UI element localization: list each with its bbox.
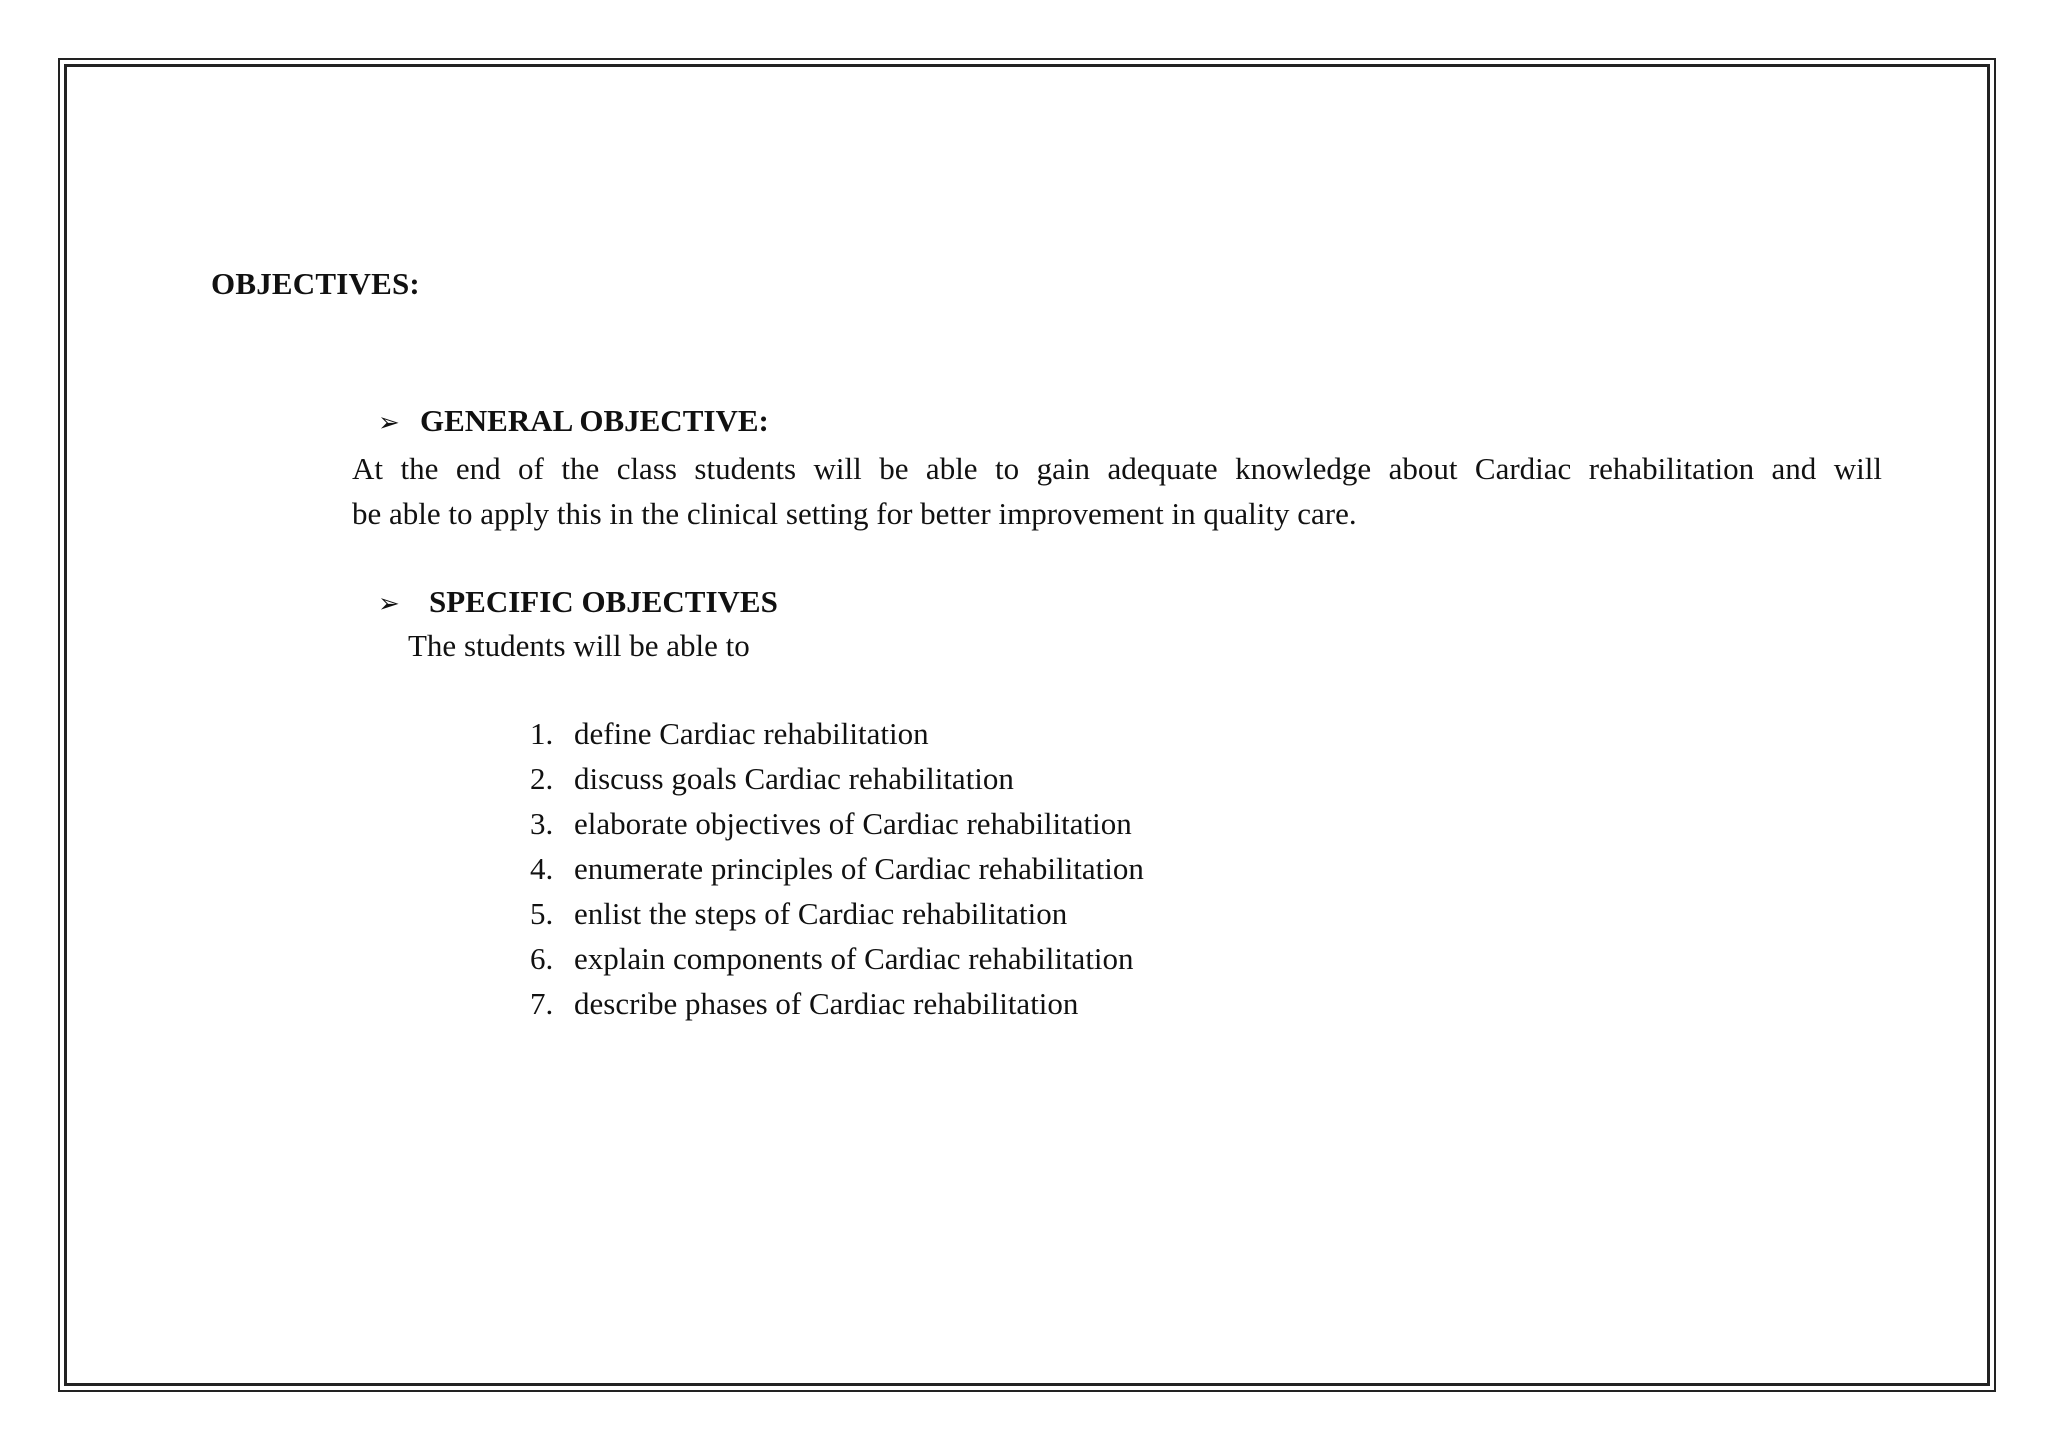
specific-objectives-intro: The students will be able to <box>408 628 750 663</box>
list-item <box>530 896 1144 941</box>
specific-objectives-heading <box>378 584 778 620</box>
list-item <box>530 761 1144 806</box>
specific-objectives-list <box>530 716 1144 1031</box>
general-objective-line: At the end of the class students will be able to gain adequate knowledge about Cardiac rehabilitation and will <box>352 451 1882 486</box>
list-item <box>530 986 1144 1031</box>
list-item-text: describe phases of Cardiac rehabilitation <box>574 986 1079 1021</box>
page-title: OBJECTIVES: <box>211 266 420 301</box>
specific-objectives-title: SPECIFIC OBJECTIVES <box>429 584 778 619</box>
arrowhead-bullet-icon: ➢ <box>378 408 400 438</box>
list-item-text: enlist the steps of Cardiac rehabilitation <box>574 896 1068 931</box>
general-objective-line: be able to apply this in the clinical setting for better improvement in quality care. <box>352 496 1357 531</box>
list-item-text: enumerate principles of Cardiac rehabilitation <box>574 851 1144 886</box>
list-item-number: 1. <box>530 716 554 751</box>
list-item-text: discuss goals Cardiac rehabilitation <box>574 761 1014 796</box>
list-item-number: 4. <box>530 851 554 886</box>
list-item-number: 3. <box>530 806 554 841</box>
general-objective-text <box>352 446 1882 536</box>
general-objective-title: GENERAL OBJECTIVE: <box>420 403 769 438</box>
list-item-number: 2. <box>530 761 554 796</box>
arrowhead-bullet-icon: ➢ <box>378 589 400 619</box>
list-item <box>530 851 1144 896</box>
general-objective-heading <box>378 403 769 439</box>
list-item-number: 5. <box>530 896 554 931</box>
list-item <box>530 716 1144 761</box>
list-item-text: explain components of Cardiac rehabilitation <box>574 941 1134 976</box>
list-item <box>530 806 1144 851</box>
list-item-text: elaborate objectives of Cardiac rehabilitation <box>574 806 1132 841</box>
list-item-text: define Cardiac rehabilitation <box>574 716 929 751</box>
list-item-number: 6. <box>530 941 554 976</box>
list-item <box>530 941 1144 986</box>
list-item-number: 7. <box>530 986 554 1021</box>
